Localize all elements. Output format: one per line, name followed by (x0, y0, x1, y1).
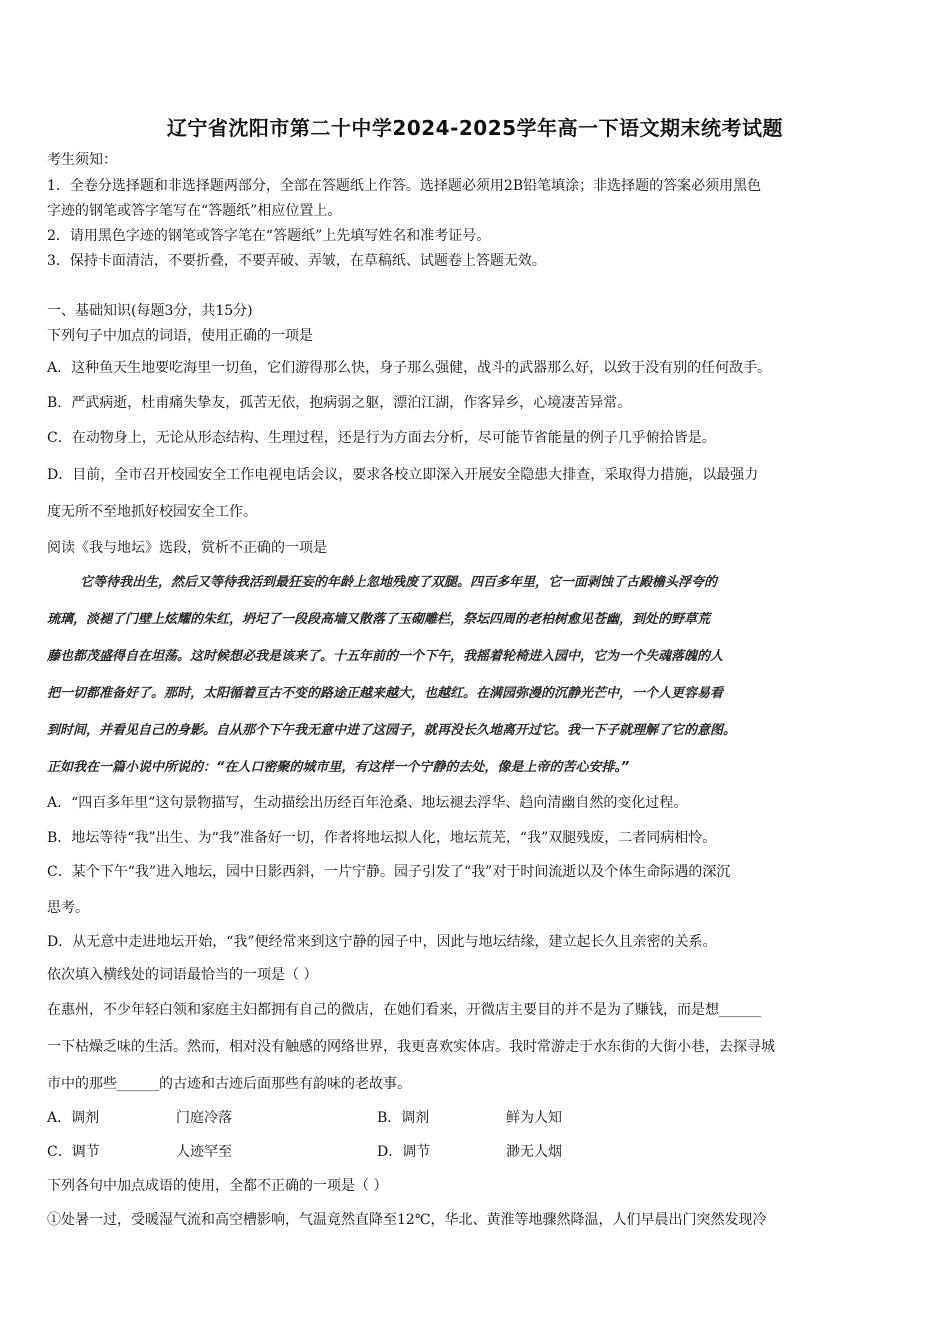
option-letter: B．调剂 (377, 1110, 430, 1126)
passage-line: 在惠州，不少年轻白领和家庭主妇都拥有自己的微店，在她们看来，开微店主要目的并不是为了赚钱，而是想______ (47, 1002, 761, 1018)
question-stem: 下列句子中加点的词语，使用正确的一项是 (47, 328, 313, 344)
passage-line: 到时间，并看见自己的身影。自从那个下午我无意中进了这园子，就再没长久地离开过它。我一下子就理解了它的意图。 (47, 723, 737, 738)
passage-line: ①处暑一过，受暖湿气流和高空槽影响，气温竟然直降至12℃，华北、黄淮等地骤然降温，人们早晨出门突然发现冷 (47, 1212, 767, 1228)
passage-line: 市中的那些______的古迹和古迹后面那些有韵味的老故事。 (47, 1076, 411, 1092)
option-line: C．某个下午“我”进入地坛，园中日影西斜，一片宁静。园子引发了“我”对于时间流逝以及个体生命际遇的深沉 (47, 864, 731, 880)
option-line: D．从无意中走进地坛开始，“我”便经常来到这宁静的园子中，因此与地坛结缘，建立起长久且亲密的关系。 (47, 934, 717, 950)
passage-line: 它等待我出生，然后又等待我活到最狂妄的年龄上忽地残废了双腿。四百多年里，它一面剥蚀了古殿檐头浮夸的 (80, 575, 718, 590)
option-word: 人迹罕至 (176, 1144, 232, 1160)
passage-line: 藤也都茂盛得自在坦荡。这时候想必我是该来了。十五年前的一个下午，我摇着轮椅进入园中，它为一个失魂落魄的人 (47, 649, 724, 664)
option-letter: C．调节 (47, 1144, 100, 1160)
passage-line: 把一切都准备好了。那时，太阳循着亘古不变的路途正越来越大，也越红。在满园弥漫的沉静光芒中，一个人更容易看 (47, 686, 724, 701)
option-letter: D．调节 (377, 1144, 431, 1160)
option-line: B．地坛等待“我”出生、为“我”准备好一切，作者将地坛拟人化，地坛荒芜，“我”双腿残废，二者同病相怜。 (47, 830, 717, 846)
notice-line: 字迹的钢笔或答字笔写在“答题纸”相应位置上。 (47, 203, 342, 219)
option-letter: A．调剂 (47, 1110, 100, 1126)
option-line: 思考。 (47, 900, 89, 916)
notice-heading: 考生须知： (47, 152, 117, 168)
page-title: 辽宁省沈阳市第二十中学2024-2025学年高一下语文期末统考试题 (166, 116, 784, 140)
notice-line: 2．请用黑色字迹的钢笔或答字笔在“答题纸”上先填写姓名和准考证号。 (47, 228, 491, 244)
option-word: 鲜为人知 (506, 1110, 562, 1126)
notice-line: 3．保持卡面清洁，不要折叠，不要弄破、弄皱，在草稿纸、试题卷上答题无效。 (47, 253, 546, 269)
option-line: B．严武病逝，杜甫痛失挚友，孤苦无依，抱病弱之躯，漂泊江湖，作客异乡，心境凄苦异常。 (47, 395, 632, 411)
section-heading: 一、基础知识(每题3分，共15分) (47, 303, 253, 319)
question-stem: 阅读《我与地坛》选段，赏析不正确的一项是 (47, 540, 327, 556)
passage-line: 琉璃，淡褪了门壁上炫耀的朱红，坍圮了一段段高墙又散落了玉砌雕栏，祭坛四周的老柏树愈见苍幽，到处的野草荒 (47, 612, 711, 627)
question-stem: 下列各句中加点成语的使用，全都不正确的一项是（ ） (47, 1178, 388, 1194)
option-word: 门庭冷落 (176, 1110, 232, 1126)
passage-line: 一下枯燥乏味的生活。然而，相对没有触感的网络世界，我更喜欢实体店。我时常游走于水东街的大街小巷，去探寻城 (47, 1039, 775, 1055)
notice-line: 1．全卷分选择题和非选择题两部分，全部在答题纸上作答。选择题必须用2B铅笔填涂；非选择题的答案必须用黑色 (47, 178, 762, 194)
option-word: 渺无人烟 (506, 1144, 562, 1160)
option-line: A．这种鱼天生地要吃海里一切鱼，它们游得那么快，身子那么强健，战斗的武器那么好，以致于没有别的任何敌手。 (47, 360, 772, 376)
option-line: 度无所不至地抓好校园安全工作。 (47, 504, 257, 520)
option-line: A．“四百多年里”这句景物描写，生动描绘出历经百年沧桑、地坛褪去浮华、趋向清幽自然的变化过程。 (47, 795, 688, 811)
passage-line: 正如我在一篇小说中所说的：“在人口密聚的城市里，有这样一个宁静的去处，像是上帝的苦心安排。” (47, 760, 630, 775)
question-stem: 依次填入横线处的词语最恰当的一项是（ ） (47, 967, 318, 983)
option-line: D．目前，全市召开校园安全工作电视电话会议，要求各校立即深入开展安全隐患大排查，采取得力措施，以最强力 (47, 467, 759, 483)
option-line: C．在动物身上，无论从形态结构、生理过程，还是行为方面去分析，尽可能节省能量的例子几乎俯拾皆是。 (47, 430, 716, 446)
